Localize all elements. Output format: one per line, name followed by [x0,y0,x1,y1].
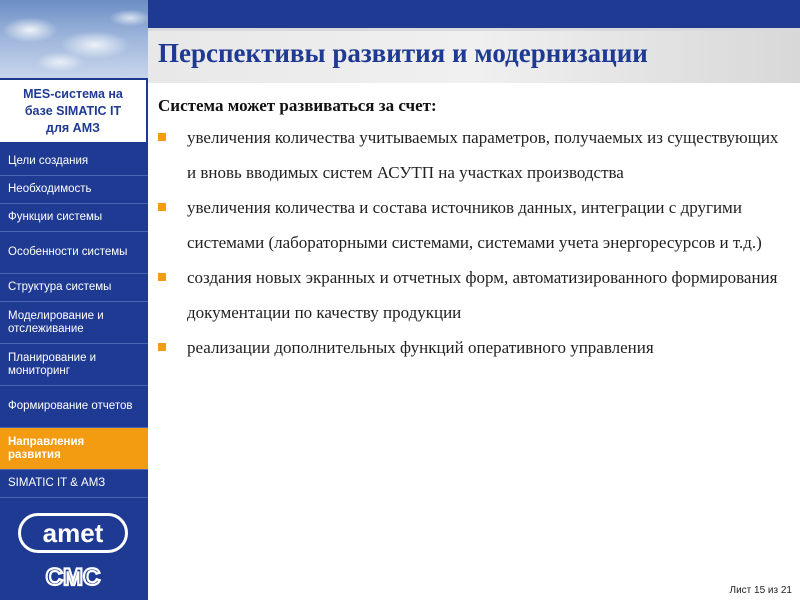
bullet-item [158,330,788,365]
sidebar-item-label: Направления развития [8,435,85,461]
page-title: Перспективы развития и модернизации [158,38,648,68]
sidebar-title-line-3: для АМЗ [46,121,100,135]
sidebar-item-label: Цели создания [8,155,89,167]
cmc-logo [30,563,116,589]
sidebar-item-label: Формирование отчетов [8,400,133,412]
sidebar-item-label: Структура системы [8,281,112,293]
sidebar-title-line-2: базе SIMATIC IT [24,104,122,118]
sidebar-item-reports[interactable] [0,386,148,428]
sidebar-item-label: Особенности системы [8,246,128,258]
bullet-square-icon [158,203,166,211]
amet-logo-text: amet [42,517,104,548]
bullet-square-icon [158,343,166,351]
bullet-square-icon [158,273,166,281]
page-counter: Лист 15 из 21 [729,585,792,596]
bullet-text: создания новых экранных и отчетных форм, автоматизированного формирования документации по качеству продукции [187,268,778,322]
bullet-item [158,190,788,260]
bullet-item [158,120,788,190]
bullet-text: увеличения количества и состава источников данных, интеграции с другими системами (лабораторными системами, системами учета энергоресурсов и т.д.) [187,198,762,252]
sidebar-item-modeling[interactable] [0,302,148,344]
amet-logo [18,513,128,553]
sidebar-item-label: Планирование и мониторинг [8,351,97,377]
sidebar-item-label: Моделирование и отслеживание [8,309,104,335]
content [158,96,788,365]
header-bar [148,0,800,28]
intro-text: Система может развиваться за счет: [158,96,437,115]
sky-image [0,0,148,78]
bullet-item [158,260,788,330]
sidebar-item-simatic[interactable] [0,470,148,498]
bullet-text: реализации дополнительных функций оперативного управления [187,338,654,357]
sidebar-item-structure[interactable] [0,274,148,302]
sidebar-item-label: Необходимость [8,183,92,195]
sidebar-item-necessity[interactable] [0,176,148,204]
bullet-text: увеличения количества учитываемых параметров, получаемых из существующих и вновь вводимых систем АСУТП на участках производства [187,128,779,182]
bullet-square-icon [158,133,166,141]
sidebar-item-goals[interactable] [0,148,148,176]
cmc-logo-text: CMC [45,564,101,589]
sidebar-title-line-1: MES-система на [23,87,123,101]
sidebar-item-development[interactable] [0,428,148,470]
sidebar-item-functions[interactable] [0,204,148,232]
sidebar-item-label: SIMATIC IT & АМЗ [8,477,106,489]
sidebar-title [0,80,148,142]
sidebar-nav [0,148,148,498]
sidebar-item-label: Функции системы [8,211,103,223]
sidebar-item-planning[interactable] [0,344,148,386]
sidebar-item-features[interactable] [0,232,148,274]
